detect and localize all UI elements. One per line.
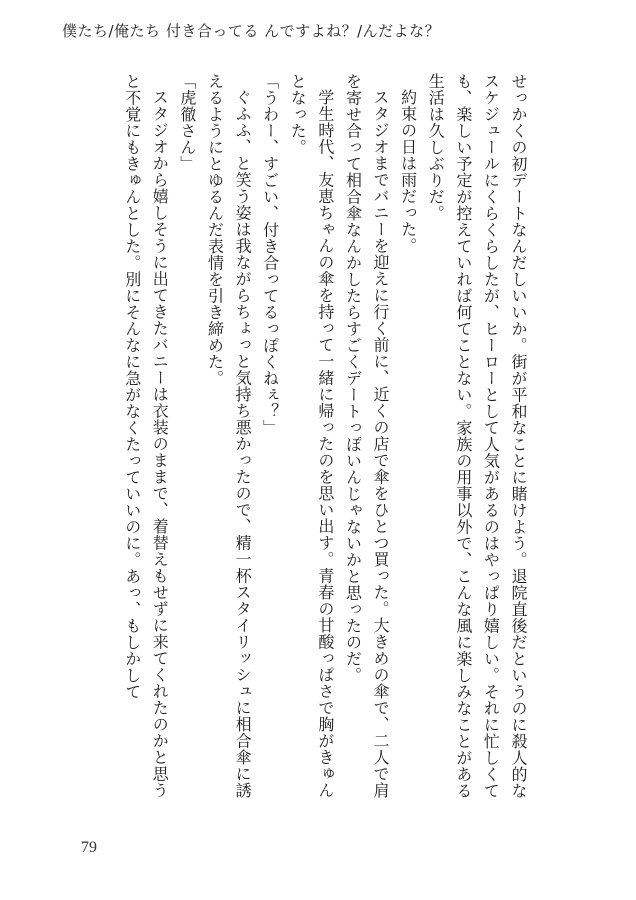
running-title: 僕たち/俺たち 付き合ってる んですよね？/んだよな？ (62, 22, 441, 40)
paragraph-4: 学生時代、友恵ちゃんの傘を持って一緒に帰ったのを思い出す。青春の甘酸っぱさで胸がきゅんとなった。 (288, 73, 335, 799)
paragraph-6: ぐふふ、と笑う姿は我ながらちょっと気持ち悪かったので、精一杯スタイリッシュに相合傘に誘えるようにとゆるんだ表情を引き締めた。 (205, 73, 253, 799)
paragraph-1: せっかくの初デートなんだしいいか。街が平和なことに賭けよう。退院直後だというのに殺人的なスケジュールにくらくらしたが、ヒーローとして人気があるのはやっぱり嬉しい。それに忙しくても、楽しい予定が控えていれば何てことない。家族の用事以外で、こんな風に楽しみなことがある生活は久しぶりだ。 (426, 73, 528, 799)
paragraph-2: 約束の日は雨だった。 (398, 89, 418, 254)
paragraph-7: 「虎徹さん」 (177, 73, 197, 172)
page-number: 79 (81, 839, 97, 856)
paragraph-3: スタジオまでバニーを迎えに行く前に、近くの店で傘をひとつ買った。大きめの傘で、二人で肩を寄せ合って相合傘なんかしたらすごくデートっぽいんじゃないかと思ったのだ。 (343, 73, 391, 799)
paragraph-5: 「うわー、すごい、付き合ってるっぽくねぇ？」 (260, 73, 280, 436)
paragraph-8: スタジオから嬉しそうに出てきたバニーは衣装のままで、着替えもせずに来てくれたのかと思うと不覚にもきゅんとした。別にそんなに急がなくたっていいのに。あっ、もしかして (122, 73, 170, 799)
body-text (118, 73, 532, 813)
